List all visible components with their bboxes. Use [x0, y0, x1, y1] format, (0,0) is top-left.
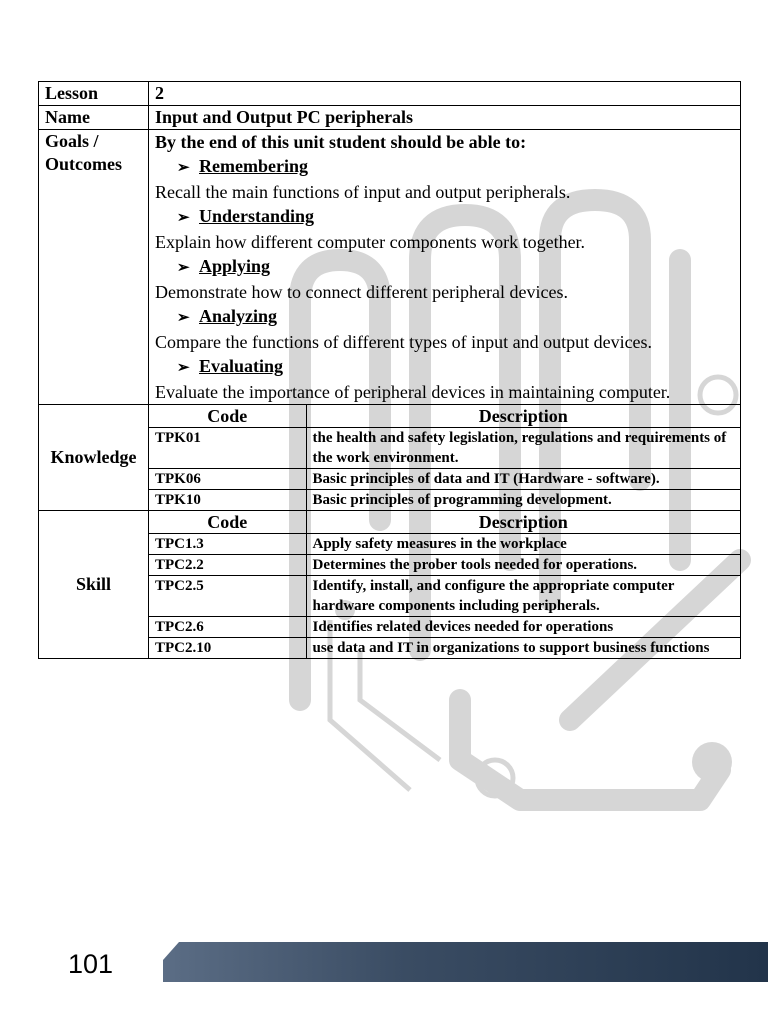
skill-code: TPC2.5 — [149, 576, 306, 617]
table-row — [149, 469, 740, 490]
lesson-table — [38, 81, 741, 659]
name-row — [39, 106, 741, 130]
goal-text: Recall the main functions of input and output peripherals. — [155, 182, 571, 202]
skill-row — [39, 511, 741, 659]
description-column-header: Description — [306, 511, 740, 534]
name-label: Name — [39, 106, 149, 130]
goal-text: Demonstrate how to connect different peripheral devices. — [155, 282, 569, 302]
skill-table — [149, 511, 740, 658]
knowledge-table — [149, 405, 740, 510]
lesson-number: 2 — [149, 82, 741, 106]
arrow-bullet-icon: ➢ — [177, 360, 190, 376]
goal-heading-label: Remembering — [199, 156, 308, 176]
goal-heading-applying — [155, 254, 734, 280]
skill-code: TPC1.3 — [149, 534, 306, 555]
knowledge-description: Basic principles of programming development. — [306, 490, 740, 511]
goals-row — [39, 130, 741, 405]
goal-heading-analyzing — [155, 304, 734, 330]
footer-bar — [163, 942, 768, 982]
goal-heading-label: Analyzing — [199, 306, 278, 326]
lesson-label: Lesson — [39, 82, 149, 106]
table-row — [149, 534, 740, 555]
goals-label-line2: Outcomes — [45, 154, 122, 174]
arrow-bullet-icon: ➢ — [177, 260, 190, 276]
goal-heading-evaluating — [155, 354, 734, 380]
arrow-bullet-icon: ➢ — [177, 210, 190, 226]
code-column-header: Code — [149, 405, 306, 428]
lesson-row — [39, 82, 741, 106]
knowledge-description: Basic principles of data and IT (Hardware - software). — [306, 469, 740, 490]
goals-label — [39, 130, 149, 405]
table-row — [149, 617, 740, 638]
goal-heading-remembering — [155, 154, 734, 180]
table-row — [149, 490, 740, 511]
goal-heading-label: Applying — [199, 256, 271, 276]
table-row — [149, 428, 740, 469]
goal-heading-label: Evaluating — [199, 356, 284, 376]
table-row — [149, 638, 740, 659]
description-column-header: Description — [306, 405, 740, 428]
goals-label-line1: Goals / — [45, 131, 99, 151]
goals-content — [149, 130, 741, 405]
knowledge-label: Knowledge — [39, 405, 149, 511]
goal-text: Explain how different computer components work together. — [155, 232, 586, 252]
arrow-bullet-icon: ➢ — [177, 310, 190, 326]
skill-code: TPC2.2 — [149, 555, 306, 576]
skill-cell — [149, 511, 741, 659]
goal-heading-understanding — [155, 204, 734, 230]
goal-text: Evaluate the importance of peripheral devices in maintaining computer. — [155, 382, 671, 402]
skill-description: Identify, install, and configure the appropriate computer hardware components including peripherals. — [306, 576, 740, 617]
table-row — [149, 576, 740, 617]
skill-code: TPC2.6 — [149, 617, 306, 638]
knowledge-description: the health and safety legislation, regulations and requirements of the work environment. — [306, 428, 740, 469]
skill-code: TPC2.10 — [149, 638, 306, 659]
goals-intro: By the end of this unit student should be able to: — [155, 132, 527, 152]
lesson-name: Input and Output PC peripherals — [149, 106, 741, 130]
skill-header-row — [149, 511, 740, 534]
page-number: 101 — [68, 949, 114, 979]
skill-description: Determines the prober tools needed for operations. — [306, 555, 740, 576]
knowledge-code: TPK06 — [149, 469, 306, 490]
knowledge-row — [39, 405, 741, 511]
skill-label: Skill — [39, 511, 149, 659]
arrow-bullet-icon: ➢ — [177, 160, 190, 176]
knowledge-code: TPK10 — [149, 490, 306, 511]
code-column-header: Code — [149, 511, 306, 534]
table-row — [149, 555, 740, 576]
goal-heading-label: Understanding — [199, 206, 315, 226]
skill-description: use data and IT in organizations to support business functions — [306, 638, 740, 659]
knowledge-code: TPK01 — [149, 428, 306, 469]
knowledge-header-row — [149, 405, 740, 428]
knowledge-cell — [149, 405, 741, 511]
skill-description: Identifies related devices needed for operations — [306, 617, 740, 638]
skill-description: Apply safety measures in the workplace — [306, 534, 740, 555]
goal-text: Compare the functions of different types of input and output devices. — [155, 332, 653, 352]
